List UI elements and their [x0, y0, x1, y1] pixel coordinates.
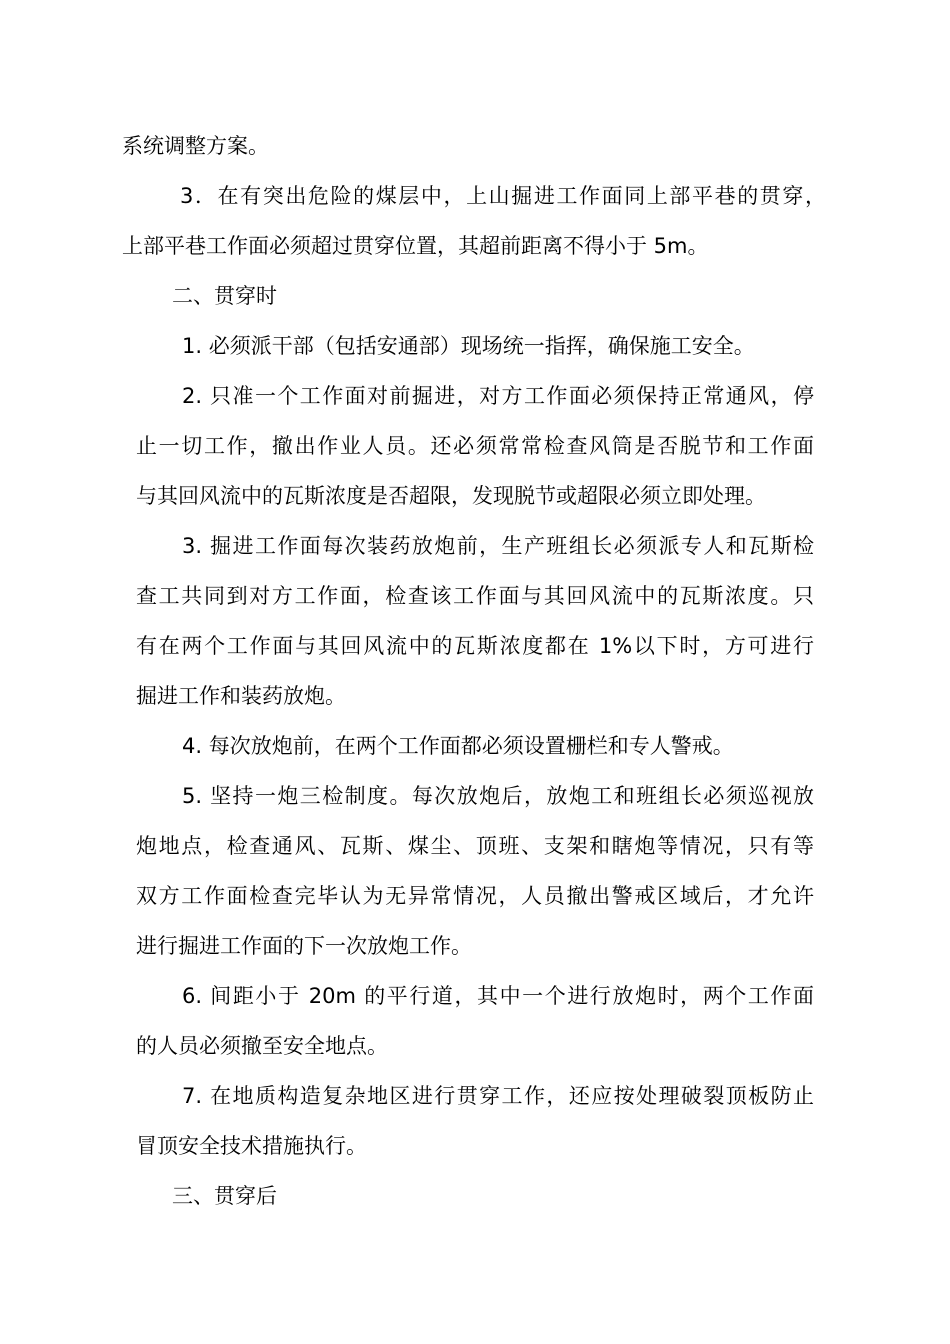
text-line: 7. 在地质构造复杂地区进行贯穿工作，还应按处理破裂顶板防止 [182, 1084, 814, 1108]
text-line: 掘进工作和装药放炮。 [136, 684, 346, 708]
text-line: 的人员必须撤至安全地点。 [136, 1034, 388, 1058]
text-line: 1. 必须派干部（包括安通部）现场统一指挥，确保施工安全。 [182, 334, 755, 358]
text-line: 6. 间距小于 20m 的平行道，其中一个进行放炮时，两个工作面 [182, 984, 814, 1008]
text-line: 查工共同到对方工作面，检查该工作面与其回风流中的瓦斯浓度。只 [136, 584, 814, 608]
text-line: 3．在有突出危险的煤层中，上山掘进工作面同上部平巷的贯穿， [180, 184, 826, 208]
text-line: 3. 掘进工作面每次装药放炮前，生产班组长必须派专人和瓦斯检 [182, 534, 814, 558]
text-line: 4. 每次放炮前，在两个工作面都必须设置栅栏和专人警戒。 [182, 734, 734, 758]
text-line: 止一切工作，撤出作业人员。还必须常常检查风筒是否脱节和工作面 [136, 434, 814, 458]
text-line: 双方工作面检查完毕认为无异常情况，人员撤出警戒区域后，才允许 [136, 884, 814, 908]
text-line: 有在两个工作面与其回风流中的瓦斯浓度都在 1%以下时，方可进行 [136, 634, 814, 658]
section-heading: 三、贯穿后 [172, 1184, 277, 1208]
text-line: 进行掘进工作面的下一次放炮工作。 [136, 934, 472, 958]
text-line: 与其回风流中的瓦斯浓度是否超限，发现脱节或超限必须立即处理。 [136, 484, 766, 508]
text-line: 冒顶安全技术措施执行。 [136, 1134, 367, 1158]
section-heading: 二、贯穿时 [172, 284, 277, 308]
text-line: 5. 坚持一炮三检制度。每次放炮后，放炮工和班组长必须巡视放 [182, 784, 814, 808]
text-line: 炮地点，检查通风、瓦斯、煤尘、顶班、支架和瞎炮等情况，只有等 [136, 834, 814, 858]
text-line: 2. 只准一个工作面对前掘进，对方工作面必须保持正常通风，停 [182, 384, 814, 408]
text-line: 上部平巷工作面必须超过贯穿位置，其超前距离不得小于 5m。 [122, 234, 709, 258]
text-line: 系统调整方案。 [122, 134, 269, 158]
